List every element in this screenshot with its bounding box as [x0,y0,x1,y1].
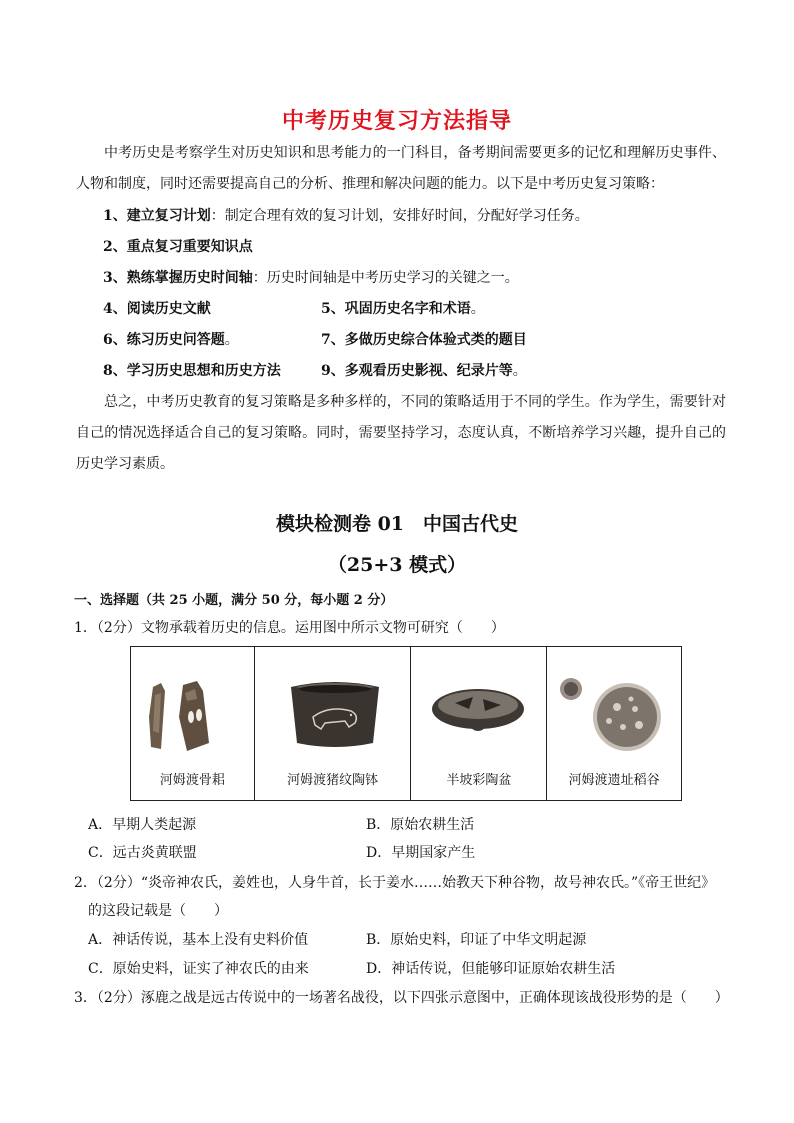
step-item: 3、熟练掌握历史时间轴：历史时间轴是中考历史学习的关键之一。 [103,270,519,286]
step-item: 4、阅读历史文献 [103,301,211,317]
figure-cell-bone-spade [131,647,255,800]
artifact-figure [130,646,682,801]
option-2b: B．原始史料，印证了中华文明起源 [366,932,587,948]
question-3-stem: 3．（2分）涿鹿之战是远古传说中的一场著名战役，以下四张示意图中，正确体现该战役形势的是（ ） [74,990,729,1006]
painted-basin-image [411,647,545,767]
caption-painted-basin: 半坡彩陶盆 [446,773,512,788]
caption-bone-spade: 河姆渡骨耜 [159,773,225,788]
option-1b: B．原始农耕生活 [366,817,475,833]
exam-subtitle: （25+3 模式） [327,554,467,576]
caption-rice-grains: 河姆渡遗址稻谷 [568,773,660,788]
question-2-stem: 2．（2分）“炎帝神农氏，姜姓也，人身牛首，长于姜水……始教天下种谷物，故号神农氏。”《帝王世纪》 [74,875,716,891]
rice-grains-image [547,647,681,767]
guide-intro: 中考历史是考察学生对历史知识和思考能力的一门科目，备考期间需要更多的记忆和理解历史事件、人物和制度，同时还需要提高自己的分析、推理和解决问题的能力。以下是中考历史复习策略： [76,145,726,192]
step-item: 6、练习历史问答题。 [103,332,239,348]
step-item: 9、多观看历史影视、纪录片等。 [321,363,527,379]
step-item: 5、巩固历史名字和术语。 [321,301,485,317]
step-item: 1、建立复习计划：制定合理有效的复习计划，安排好时间，分配好学习任务。 [103,208,589,224]
option-2a: A．神话传说，基本上没有史料价值 [88,932,309,948]
section-heading: 一、选择题（共 25 小题，满分 50 分，每小题 2 分） [74,593,394,608]
option-1a: A．早期人类起源 [88,817,197,833]
exam-title: 模块检测卷 01 中国古代史 [275,513,519,535]
figure-cell-painted-basin [411,647,547,800]
guide-summary: 总之，中考历史教育的复习策略是多种多样的，不同的策略适用于不同的学生。作为学生，需要针对自己的情况选择适合自己的复习策略。同时，需要坚持学习，态度认真，不断培养学习兴趣，提升自己的历史学习素质。 [76,394,726,472]
option-2d: D．神话传说，但能够印证原始农耕生活 [366,961,616,977]
step-item: 2、重点复习重要知识点 [103,239,253,255]
figure-cell-rice-grains [547,647,681,800]
pig-bowl-image [255,647,410,767]
option-1d: D．早期国家产生 [366,845,476,861]
caption-pig-bowl: 河姆渡猪纹陶钵 [287,773,379,788]
figure-cell-pig-bowl [255,647,412,800]
step-item: 8、学习历史思想和历史方法 [103,363,281,379]
bone-spade-image [131,647,253,767]
option-1c: C．远古炎黄联盟 [88,845,197,861]
option-2c: C．原始史料，证实了神农氏的由来 [88,961,309,977]
question-1-stem: 1．（2分）文物承载着历史的信息。运用图中所示文物可研究（ ） [74,620,505,636]
question-2-stem-cont: 的这段记载是（ ） [88,903,228,919]
guide-title: 中考历史复习方法指导 [281,109,512,134]
step-item: 7、多做历史综合体验式类的题目 [321,332,527,348]
